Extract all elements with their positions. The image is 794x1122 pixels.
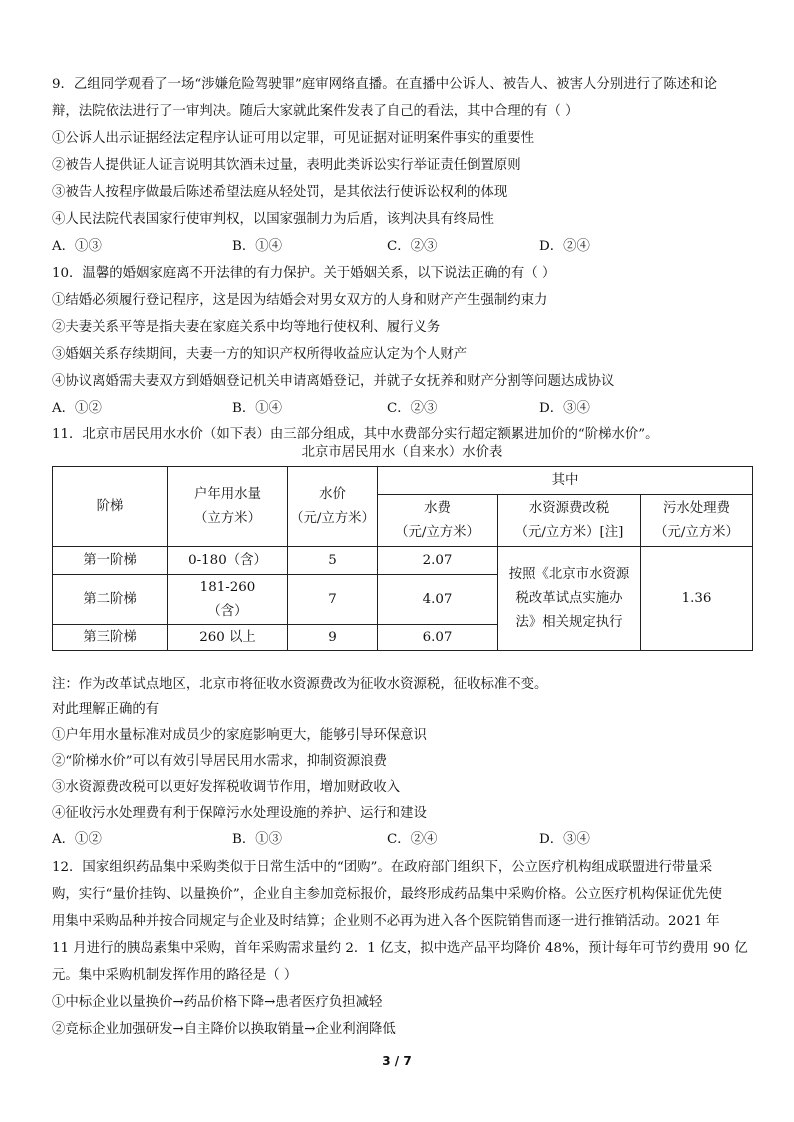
q10-stem: 10．温馨的婚姻家庭离不开法律的有力保护。关于婚姻关系，以下说法正确的有（ ） bbox=[52, 266, 556, 281]
q9-option-a[interactable]: A．①③ bbox=[52, 239, 102, 254]
sewage-fee-cell: 1.36 bbox=[641, 547, 753, 651]
row3-price: 9 bbox=[288, 625, 378, 651]
q9-stem-line1: 9．乙组同学观看了一场“涉嫌危险驾驶罪”庭审网络直播。在直播中公诉人、被告人、被害人分别进行了陈述和论 bbox=[52, 77, 717, 92]
row1-tier: 第一阶梯 bbox=[53, 547, 168, 575]
header-usage-line2: （立方米） bbox=[194, 510, 261, 526]
resource-tax-cell bbox=[498, 547, 641, 651]
q12-stem-line3: 用集中采购品种并按合同规定与企业及时结算；企业则不必再为进入各个医院销售而逐一进行推销活动。2021 年 bbox=[52, 914, 720, 929]
table-row bbox=[53, 547, 753, 575]
q10-option-b[interactable]: B．①④ bbox=[232, 401, 283, 416]
header-sew-line2: （元/立方米） bbox=[654, 524, 739, 540]
header-fee-line1: 水费 bbox=[424, 500, 451, 516]
q10-item-3: ③婚姻关系存续期间，夫妻一方的知识产权所得收益应认定为个人财产 bbox=[52, 347, 468, 362]
header-tier: 阶梯 bbox=[53, 467, 168, 547]
table-header-row-1 bbox=[53, 467, 753, 495]
q10-option-a[interactable]: A．①② bbox=[52, 401, 102, 416]
table-caption: 北京市居民用水（自来水）水价表 bbox=[301, 445, 503, 460]
row2-usage-line2: （含） bbox=[207, 603, 248, 619]
row2-price: 7 bbox=[288, 575, 378, 625]
q11-item-3: ③水资源费改税可以更好发挥税收调节作用，增加财政收入 bbox=[52, 780, 401, 795]
q9-item-3: ③被告人按程序做最后陈述希望法庭从轻处罚，是其依法行使诉讼权利的体现 bbox=[52, 185, 508, 200]
header-price-line1: 水价 bbox=[319, 486, 346, 502]
row2-usage bbox=[168, 575, 288, 625]
row2-usage-line1: 181-260 bbox=[199, 579, 256, 595]
header-usage bbox=[168, 467, 288, 547]
q12-item-1: ①中标企业以量换价→药品价格下降→患者医疗负担减轻 bbox=[52, 995, 383, 1010]
resource-line2: 税改革试点实施办 bbox=[515, 590, 623, 606]
header-sew-line1: 污水处理费 bbox=[663, 500, 730, 516]
header-fee-line2: （元/立方米） bbox=[395, 524, 480, 540]
q11-stem: 11．北京市居民用水水价（如下表）由三部分组成，其中水费部分实行超定额累进加价的“阶梯水价”。 bbox=[52, 427, 659, 442]
header-price bbox=[288, 467, 378, 547]
header-resource-tax bbox=[498, 495, 641, 547]
q10-item-1: ①结婚必须履行登记程序，这是因为结婚会对男女双方的人身和财产产生强制约束力 bbox=[52, 293, 548, 308]
header-res-line2: （元/立方米）[注] bbox=[514, 524, 624, 540]
q12-stem-line4: 11 月进行的胰岛素集中采购，首年采购需求量约 2．1 亿支，拟中选产品平均降价 48%，预计每年可节约费用 90 亿 bbox=[52, 941, 748, 956]
q9-option-c[interactable]: C．②③ bbox=[387, 239, 438, 254]
q9-option-d[interactable]: D．②④ bbox=[539, 239, 590, 254]
header-res-line1: 水资源费改税 bbox=[528, 500, 610, 516]
q11-item-4: ④征收污水处理费有利于保障污水处理设施的养护、运行和建设 bbox=[52, 806, 427, 821]
row1-usage: 0-180（含） bbox=[168, 547, 288, 575]
q11-options bbox=[52, 831, 752, 849]
q9-item-2: ②被告人提供证人证言说明其饮酒未过量，表明此类诉讼实行举证责任倒置原则 bbox=[52, 158, 521, 173]
q9-option-b[interactable]: B．①④ bbox=[232, 239, 283, 254]
q11-option-c[interactable]: C．②④ bbox=[387, 832, 438, 847]
header-sewage-fee bbox=[641, 495, 753, 547]
resource-line3: 法》相关规定执行 bbox=[515, 614, 623, 630]
q12-item-2: ②竞标企业加强研发→自主降价以换取销量→企业利润降低 bbox=[52, 1022, 396, 1037]
q11-note: 注：作为改革试点地区，北京市将征收水资源费改为征收水资源税，征收标准不变。 bbox=[52, 677, 548, 692]
header-price-line2: （元/立方米） bbox=[290, 510, 375, 526]
row3-usage: 260 以上 bbox=[168, 625, 288, 651]
q12-stem-line2: 购，实行“量价挂钩、以量换价”，企业自主参加竞标报价，最终形成药品集中采购价格。公立医疗机构保证优先使 bbox=[52, 887, 722, 902]
q10-item-2: ②夫妻关系平等是指夫妻在家庭关系中均等地行使权利、履行义务 bbox=[52, 320, 441, 335]
row1-price: 5 bbox=[288, 547, 378, 575]
q9-stem-line2: 辩，法院依法进行了一审判决。随后大家就此案件发表了自己的看法，其中合理的有（ ） bbox=[52, 104, 579, 119]
resource-line1: 按照《北京市水资源 bbox=[508, 566, 630, 582]
page-number: 3 / 7 bbox=[382, 1054, 412, 1068]
row2-fee: 4.07 bbox=[378, 575, 498, 625]
row1-fee: 2.07 bbox=[378, 547, 498, 575]
q11-prompt: 对此理解正确的有 bbox=[52, 702, 160, 717]
q11-item-2: ②“阶梯水价”可以有效引导居民用水需求，抑制资源浪费 bbox=[52, 754, 388, 769]
q10-option-c[interactable]: C．②③ bbox=[387, 401, 438, 416]
q11-option-b[interactable]: B．①③ bbox=[232, 832, 283, 847]
header-usage-line1: 户年用水量 bbox=[194, 486, 261, 502]
q9-options bbox=[52, 238, 752, 256]
q11-option-a[interactable]: A．①② bbox=[52, 832, 102, 847]
row3-fee: 6.07 bbox=[378, 625, 498, 651]
q10-options bbox=[52, 400, 752, 418]
q9-item-4: ④人民法院代表国家行使审判权，以国家强制力为后盾，该判决具有终局性 bbox=[52, 212, 494, 227]
water-price-table bbox=[52, 466, 753, 651]
q11-item-1: ①户年用水量标准对成员少的家庭影响更大，能够引导环保意识 bbox=[52, 728, 427, 743]
row2-tier: 第二阶梯 bbox=[53, 575, 168, 625]
q9-item-1: ①公诉人出示证据经法定程序认证可用以定罪，可见证据对证明案件事实的重要性 bbox=[52, 131, 535, 146]
q10-item-4: ④协议离婚需夫妻双方到婚姻登记机关申请离婚登记，并就子女抚养和财产分割等问题达成协议 bbox=[52, 374, 615, 389]
row3-tier: 第三阶梯 bbox=[53, 625, 168, 651]
q11-option-d[interactable]: D．③④ bbox=[539, 832, 590, 847]
q12-stem-line5: 元。集中采购机制发挥作用的路径是（ ） bbox=[52, 968, 298, 983]
q12-stem-line1: 12．国家组织药品集中采购类似于日常生活中的“团购”。在政府部门组织下，公立医疗机构组成联盟进行带量采 bbox=[52, 860, 713, 875]
header-among: 其中 bbox=[378, 467, 753, 495]
header-water-fee bbox=[378, 495, 498, 547]
q10-option-d[interactable]: D．③④ bbox=[539, 401, 590, 416]
